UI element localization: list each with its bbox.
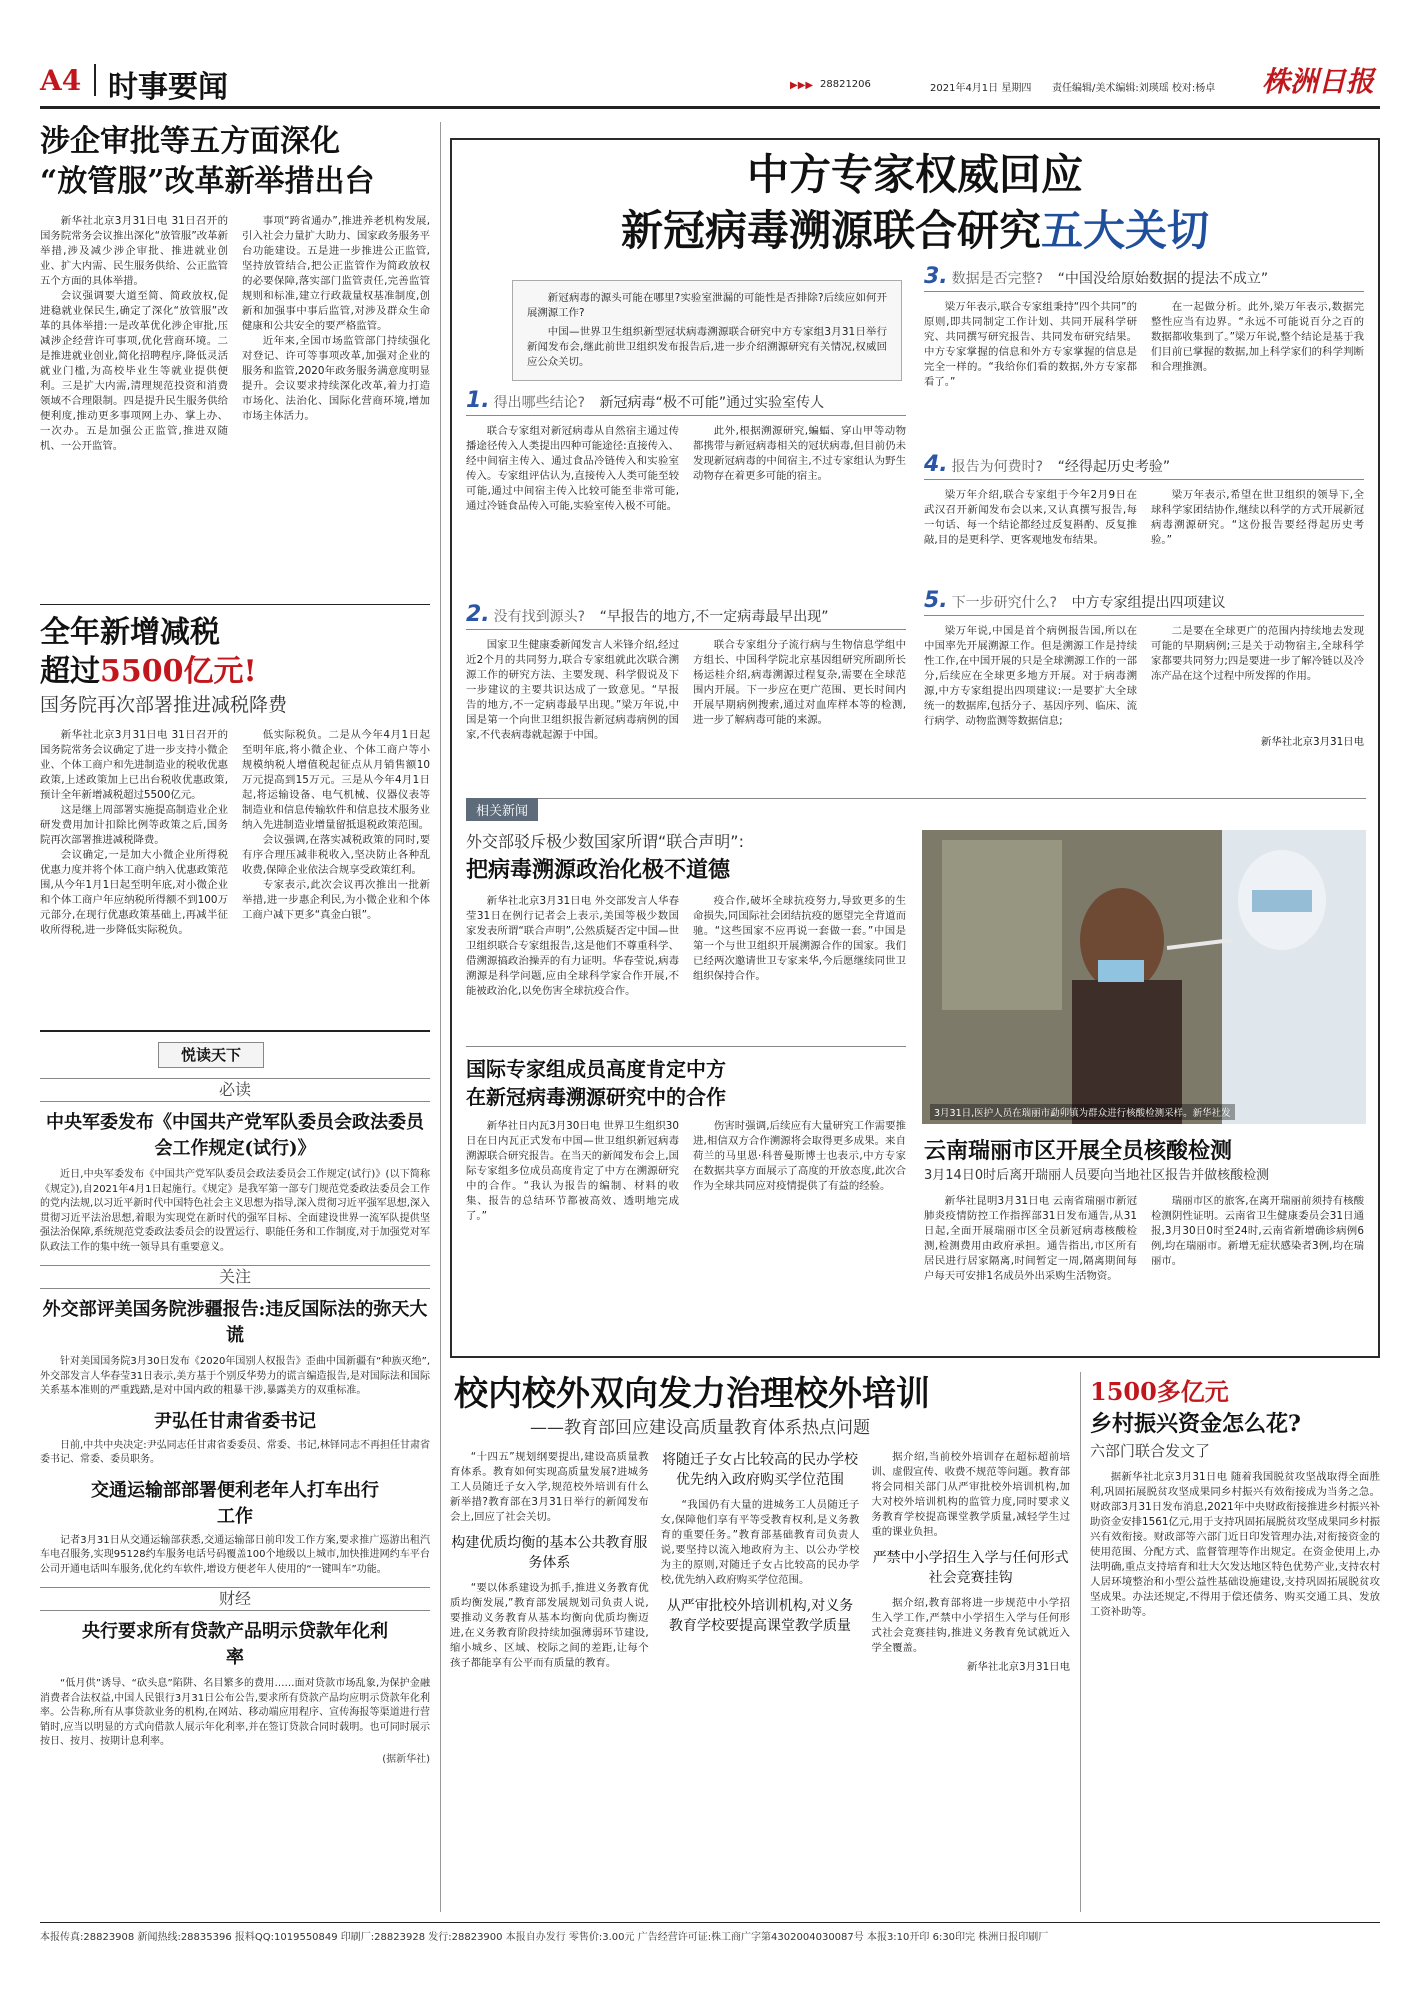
lead-source: 新华社北京3月31日电 — [1261, 736, 1364, 748]
article-title-line1: 涉企审批等五方面深化 — [40, 124, 340, 159]
q2-question: 没有找到源头? — [493, 609, 586, 625]
article-streamline — [40, 122, 430, 454]
sidebar-digest — [40, 1030, 430, 1910]
section-title: 时事要闻 — [108, 70, 228, 105]
digest-title-5: 央行要求所有贷款产品明示贷款年化利率 — [82, 1621, 388, 1668]
rural-article — [1090, 1376, 1380, 1620]
lead-story — [450, 138, 1380, 1358]
arrow-icon: ▶▶▶ — [790, 80, 814, 91]
tax-body-col1: 新华社北京3月31日电 31日召开的国务院常务会议确定了进一步支持小微企业、个体工商户和先进制造业的税收优惠政策,上述政策加上已出台税收优惠政策,预计全年新增减税超过5500亿元。 这是继上周部署实施提高制造业企业研发费用加计扣除比例等政策之后,国务院再次部署推进减税降费。 会议确定,一是加大小微企业所得税优惠力度并将个体工商户纳入优惠政策范围,从今年1月1日起至明年底,对小微企业和个体工商户年应纳税所得额不到100万元部分,在现行优惠政策基础上,再减半征收所得税,进一步降低实际税负。 — [40, 729, 228, 936]
digest-body-3: 日前,中共中央决定:尹弘同志任甘肃省委委员、常委、书记,林铎同志不再担任甘肃省委书记、常委、委员职务。 — [40, 1439, 430, 1465]
tax-title-line2: 超过5500亿元! — [40, 654, 257, 689]
digest-title-2: 外交部评美国务院涉疆报告:违反国际法的弥天大谎 — [42, 1299, 428, 1346]
tax-title-line1: 全年新增减税 — [40, 615, 220, 650]
related-article: 外交部驳斥极少数国家所谓“联合声明”: 把病毒溯源政治化极不道德 新华社北京3月31日电 外交部发言人华春莹31日在例行记者会上表示,美国等极少数国家发表所谓“联合声明”,公然质疑否定中国—世卫组织联合专家组报告,这是他们不尊重科学、借溯源搞政治操弄的有力证明。华春莹说,病毒溯源是科学问题,应由全球科学家合作开展,不能被政治化,以免伤害全球抗疫合作。 疫合作,破坏全球抗疫努力,导致更多的生命损失,同国际社会团结抗疫的愿望完全背道而驰。“这些国家不应再说一套做一套。”中国是第一个与世卫组织开展溯源合作的国家。我们已经两次邀请世卫专家来华,今后愿继续同世卫组织保持合作。 — [466, 832, 906, 997]
qa-section-1: 1. 得出哪些结论? 新冠病毒“极不可能”通过实验室传人 联合专家组对新冠病毒从自然宿主通过传播途径传入人类提出四种可能途径:直接传入、经中间宿主传入、通过食品冷链传入和实验室传入。专家组评估认为,直接传入人类可能至较可能,通过中间宿主传入比较可能至非常可能,通过冷链食品传入可能,实验室传入极不可能。 此外,根据溯源研究,蝙蝠、穿山甲等动物都携带与新冠病毒相关的冠状病毒,但目前仍未发现新冠病毒的中间宿主,不过专家组认为野生动物存在着更多可能的宿主。 — [466, 388, 906, 512]
article-body-col1: 新华社北京3月31日电 31日召开的国务院常务会议推出深化“放管服”改革新举措,涉及减少涉企审批、推进就业创业、扩大内需、民生服务供给、公正监管五个方面的具体举措。 会议强调要大道至简、简政放权,促进稳就业保民生,确定了深化“放管服”改革的具体举措:一是改革优化涉企审批,压减涉企经营许可事项,优化营商环境。二是推进就业创业,简化招聘程序,降低灵活就业门槛,为高校毕业生等就业提供便利。三是扩大内需,清理规范投资和消费领域不合理限制。四是提升民生服务供给便利度,推动更多事项网上办、掌上办、一次办。五是加强公正监管,推进双随机、一公开监管。 — [40, 215, 228, 452]
intl-experts: 国际专家组成员高度肯定中方 在新冠病毒溯源研究中的合作 新华社日内瓦3月30日电 世界卫生组织30日在日内瓦正式发布中国—世卫组织新冠病毒溯源联合研究报告。在当天的新闻发布会上,国际专家组多位成员高度肯定了中方在溯源研究中的合作。“我认为报告的编制、材料的收集、报告的总结环节都被高效、透明地完成了。” 伤害时强调,后续应有大量研究工作需要推进,相信双方合作溯源将会取得更多成果。来自荷兰的马里恩·科普曼斯博士也表示,中方专家在数据共享方面展示了高度的开放态度,此次合作为全球共同应对疫情提供了有益的经验。 — [466, 1046, 906, 1224]
photo-caption: 3月31日,医护人员在瑞丽市勐卯镇为群众进行核酸检测采样。新华社发 — [930, 1104, 1235, 1120]
intl-title-line2: 在新冠病毒溯源研究中的合作 — [466, 1085, 726, 1109]
tag-finance: 财经 — [40, 1587, 430, 1611]
q2-answer: “早报告的地方,不一定病毒最早出现” — [599, 609, 829, 625]
q5-question: 下一步研究什么? — [951, 595, 1058, 611]
tax-body-col2: 低实际税负。二是从今年4月1日起至明年底,将小微企业、个体工商户等小规模纳税人增值税起征点从月销售额10万元提高到15万元。三是从今年4月1日起,将运输设备、电气机械、仪器仪表等制造业和信息传输软件和信息技术服务业纳入先进制造业增量留抵退税政策范围。 会议强调,在落实减税政策的同时,要有序合理压减非税收入,坚决防止各种乱收费,保障企业依法合规享受政策红利。 专家表示,此次会议再次推出一批新举措,进一步惠企利民,为小微企业和个体工商户减下更多“真金白银”。 — [242, 729, 430, 921]
edu-source: 新华社北京3月31日电 — [967, 1661, 1071, 1673]
qa-section-4: 4. 报告为何费时? “经得起历史考验” 梁万年介绍,联合专家组于今年2月9日在武汉召开新闻发布会以来,又认真撰写报告,每一句话、每一个结论都经过反复斟酌、反复推敲,目的是更科学、更客观地发布结果。 梁万年表示,希望在世卫组织的领导下,全球科学家团结协作,继续以科学的方式开展新冠病毒溯源研究。“这份报告要经得起历史考验。” — [924, 452, 1364, 546]
news-photo — [922, 830, 1366, 1124]
photo-swab-test — [922, 830, 1366, 1124]
tag-focus: 关注 — [40, 1265, 430, 1289]
page-number: A4 — [40, 64, 82, 97]
lead-intro: 新冠病毒的源头可能在哪里?实验室泄漏的可能性是否排除?后续应如何开展溯源工作? 中国—世界卫生组织新型冠状病毒溯源联合研究中方专家组3月31日举行新闻发布会,继此前世卫组织发布报告后,进一步介绍溯源研究有关情况,权威回应公众关切。 — [512, 280, 902, 381]
rural-body: 据新华社北京3月31日电 随着我国脱贫攻坚战取得全面胜利,巩固拓展脱贫攻坚成果同乡村振兴有效衔接成为当务之急。财政部3月31日发布消息,2021年中央财政衔接推进乡村振兴补助资金安排1561亿元,用于支持巩固拓展脱贫攻坚成果同乡村振兴有效衔接。财政部等六部门近日印发管理办法,对衔接资金的使用范围、分配方式、监督管理等作出规定。在资金使用上,办法明确,重点支持培育和壮大欠发达地区特色优势产业,支持农村人居环境整治和小型公益性基础设施建设,支持巩固拓展脱贫攻坚成果。办法还规定,不得用于偿还债务、购买交通工具、发放工资补助等。 — [1090, 1471, 1380, 1618]
ruili-subtitle: 3月14日0时后离开瑞丽人员要向当地社区报告并做核酸检测 — [924, 1168, 1270, 1183]
q4-question: 报告为何费时? — [951, 459, 1044, 475]
edu-col3: 据介绍,当前校外培训存在超标超前培训、虚假宣传、收费不规范等问题。教育部将会同相关部门从严审批校外培训机构,加大对校外培训机构的监管力度,同时要求义务教育学校提高课堂教学质量,减轻学生过重的课业负担。 严禁中小学招生入学与任何形式社会竞赛挂钩 据介绍,教育部将进一步规范中小学招生入学工作,严禁中小学招生入学与任何形式社会竞赛挂钩,推进义务教育免试就近入学全覆盖。 新华社北京3月31日电 — [871, 1451, 1071, 1673]
article-title-line2: “放管服”改革新举措出台 — [40, 164, 375, 199]
edu-heading-4: 严禁中小学招生入学与任何形式社会竞赛挂钩 — [872, 1550, 1069, 1586]
rural-subtitle: 六部门联合发文了 — [1090, 1442, 1211, 1460]
edu-subtitle: ——教育部回应建设高质量教育体系热点问题 — [530, 1418, 870, 1438]
digest-source: (据新华社) — [382, 1753, 430, 1765]
edu-col1: “十四五”规划纲要提出,建设高质量教育体系。教育如何实现高质量发展?进城务工人员随迁子女入学,规范校外培训有什么新举措?教育部在3月31日举行的新闻发布会上,回应了社会关切。 构建优质均衡的基本公共教育服务体系 “要以体系建设为抓手,推进义务教育优质均衡发展,”教育部发展规划司负责人说,要推动义务教育从基本均衡向优质均衡迈进,在义务教育阶段持续加强薄弱环节建设,缩小城乡、区域、校际之间的差距,让每个孩子都能享有公平而有质量的教育。 — [450, 1451, 649, 1669]
digest-title-3: 尹弘任甘肃省委书记 — [154, 1410, 316, 1432]
sidebar-label: 悦读天下 — [158, 1042, 264, 1068]
qa-section-5: 5. 下一步研究什么? 中方专家组提出四项建议 梁万年说,中国是首个病例报告国,所以在中国率先开展溯源工作。但是溯源工作是持续性工作,在中国开展的只是全球溯源工作的一部分,后续应在全球更多地方开展。对于病毒溯源,中方专家组提出四项建议:一是要扩大全球统一的数据库,包括分子、基因序列、临床、流行病学、动物监测等数据信息; 二是要在全球更广的范围内持续地去发现可能的早期病例;三是关于动物宿主,全球科学家都要共同努力;四是要进一步了解冷链以及冷冻产品在这个过程中所发挥的作用。 新华社北京3月31日电 — [924, 588, 1364, 748]
edu-article — [450, 1372, 1070, 1912]
article-tax-cut — [40, 614, 430, 938]
lead-title-highlight: 五大关切 — [1041, 206, 1210, 255]
rural-title: 乡村振兴资金怎么花? — [1090, 1411, 1301, 1437]
digest-body-1: 近日,中央军委发布《中国共产党军队委员会政法委员会工作规定(试行)》(以下简称《规定》),自2021年4月1日起施行。《规定》是我军第一部专门规范党委政法委员会工作的党内法规,以习近平新时代中国特色社会主义思想为指导,深入贯彻习近平强军思想,深入贯彻习近平法治思想,着眼为实现党在新时代的强军目标、全面建设世界一流军队提供坚强法治保障,系统规范党委政法委员会的设置运行、职能任务和工作制度,对于加强党对军队政法工作的集中统一领导具有重要意义。 — [40, 1169, 430, 1253]
ruili-testing: 云南瑞丽市区开展全员核酸检测 3月14日0时后离开瑞丽人员要向当地社区报告并做核酸检测 新华社昆明3月31日电 云南省瑞丽市新冠肺炎疫情防控工作指挥部31日发布通告,从31日起,全面开展瑞丽市区全员新冠病毒核酸检测,检测费用由政府承担。通告指出,市区所有居民进行居家隔离,时间暂定一周,隔离期间每户每天可安排1名成员外出采购生活物资。 瑞丽市区的旅客,在离开瑞丽前须持有核酸检测阴性证明。云南省卫生健康委员会31日通报,3月30日0时至24时,云南省新增确诊病例6例,均在瑞丽市。新增无症状感染者3例,均在瑞丽市。 — [924, 1138, 1364, 1282]
tax-amount: 5500亿元! — [100, 654, 257, 689]
masthead — [40, 58, 1380, 106]
edu-heading-2: 将随迁子女占比较高的民办学校优先纳入政府购买学位范围 — [662, 1452, 858, 1488]
header-date: 2021年4月1日 星期四 — [930, 83, 1032, 94]
edu-col2: 将随迁子女占比较高的民办学校优先纳入政府购买学位范围 “我国仍有大量的进城务工人员随迁子女,保障他们享有平等受教育权利,是义务教育的重要任务。”教育部基础教育司负责人说,要坚持以流入地政府为主、以公办学校为主的原则,对随迁子女占比较高的民办学校,优先纳入政府购买学位范围。 从严审批校外培训机构,对义务教育学校要提高课堂教学质量 — [660, 1452, 860, 1634]
edu-heading-3: 从严审批校外培训机构,对义务教育学校要提高课堂教学质量 — [666, 1598, 854, 1634]
related-title: 把病毒溯源政治化极不道德 — [466, 857, 731, 883]
header-phone: 28821206 — [820, 79, 871, 90]
intl-title-line1: 国际专家组成员高度肯定中方 — [466, 1057, 726, 1081]
related-news — [466, 798, 1366, 821]
related-kicker: 外交部驳斥极少数国家所谓“联合声明”: — [466, 832, 744, 851]
q1-question: 得出哪些结论? — [493, 395, 586, 411]
header-editors: 责任编辑/美术编辑:刘瑛瑶 校对:杨卓 — [1052, 83, 1216, 94]
tax-subtitle: 国务院再次部署推进减税降费 — [40, 694, 288, 716]
footer-info: 本报传真:28823908 新闻热线:28835396 报料QQ:1019550849 印刷厂:28823928 发行:28823900 本报自办发行 零售价:3.00元 广告经营许可证:株工商广字第4302004030087号 本报3:10开印 6:30印完 株洲日报印刷厂 — [40, 1932, 1049, 1943]
paper-logo: 株洲日报 — [1262, 65, 1375, 98]
digest-title-4: 交通运输部部署便利老年人打车出行工作 — [91, 1479, 379, 1527]
edu-title: 校内校外双向发力治理校外培训 — [454, 1374, 930, 1414]
tag-must-read: 必读 — [40, 1078, 430, 1102]
ruili-title: 云南瑞丽市区开展全员核酸检测 — [924, 1138, 1233, 1164]
digest-body-2: 针对美国国务院3月30日发布《2020年国别人权报告》歪曲中国新疆有“种族灭绝”,外交部发言人华春莹31日表示,美方基于个别反华势力的谎言编造报告,是对国际法和国际关系基本准则的严重践踏,是对中国内政的粗暴干涉,暴露美方的双重标准。 — [40, 1356, 430, 1396]
article-body-col2: 事项“跨省通办”,推进养老机构发展,引入社会力量扩大助力、国家政务服务平台功能建设。五是进一步推进公正监管,坚持放管结合,把公正监管作为简政放权的必要保障,落实部门监管责任,完善监管规则和标准,建立行政裁量权基准制度,创新和加强事中事后监管,对涉及群众生命健康和公共安全的要严格监管。 近年来,全国市场监管部门持续强化对登记、许可等事项改革,加强对企业的服务和监管,2020年政务服务满意度明显提升。会议要求持续深化改革,着力打造市场化、法治化、国际化营商环境,增加市场主体活力。 — [242, 215, 430, 422]
related-label: 相关新闻 — [466, 798, 538, 821]
q4-answer: “经得起历史考验” — [1057, 459, 1171, 475]
q1-answer: 新冠病毒“极不可能”通过实验室传人 — [599, 395, 825, 411]
q3-answer: “中国没给原始数据的提法不成立” — [1057, 271, 1269, 287]
lead-title-line1: 中方专家权威回应 — [746, 150, 1083, 199]
digest-body-4: 记者3月31日从交通运输部获悉,交通运输部日前印发工作方案,要求推广巡游出租汽车电召服务,实现95128约车服务电话号码覆盖100个地级以上城市,加快推进网约车平台公司开通电话叫车服务,优化约车软件,增设方便老年人使用的“一键叫车”功能。 — [40, 1534, 430, 1575]
q3-question: 数据是否完整? — [951, 271, 1044, 287]
lead-title-line2: 新冠病毒溯源联合研究五大关切 — [620, 206, 1210, 255]
qa-section-3: 3. 数据是否完整? “中国没给原始数据的提法不成立” 梁万年表示,联合专家组秉持“四个共同”的原则,即共同制定工作计划、共同开展科学研究、共同撰写研究报告、共同发布研究结果。中方专家掌握的信息和外方专家掌握的信息是完全一样的。“我给你们看的数据,外方专家都看了。” 在一起做分析。此外,梁万年表示,数据完整性应当有边界。“永远不可能说百分之百的数据都收集到了。”梁万年说,整个结论是基于我们目前已掌握的数据,加上科学家们的科学判断和合理推测。 — [924, 264, 1364, 388]
rural-amount: 1500多亿元 — [1090, 1377, 1229, 1406]
q5-answer: 中方专家组提出四项建议 — [1071, 595, 1226, 611]
qa-section-2: 2. 没有找到源头? “早报告的地方,不一定病毒最早出现” 国家卫生健康委新闻发言人米锋介绍,经过近2个月的共同努力,联合专家组就此次联合溯源工作的研究方法、主要发现、科学假说及下一步建议的主要共识达成了一致意见。“早报告的地方,不一定病毒最早出现。”梁万年说,中国是第一个向世卫组织报告新冠病毒病例的国家,不代表病毒就起源于中国。 联合专家组分子流行病与生物信息学组中方组长、中国科学院北京基因组研究所副所长杨运桂介绍,病毒溯源过程复杂,需要在全球范围内开展。下一步应在更广范围、更长时间内开展早期病例搜索,通过对血库样本等的检测,进一步了解病毒可能的来源。 — [466, 602, 906, 741]
digest-title-1: 中央军委发布《中国共产党军队委员会政法委员会工作规定(试行)》 — [46, 1112, 424, 1159]
digest-body-5: “低月供”诱导、“砍头息”陷阱、名目繁多的费用……面对贷款市场乱象,为保护金融消费者合法权益,中国人民银行3月31日公布公告,要求所有贷款产品均应明示贷款年化利率。公告称,所有从事贷款业务的机构,在网站、移动端应用程序、宣传海报等渠道进行营销时,应当以明显的方式向借款人展示年化利率,并在签订贷款合同时载明。也可同时展示按日、按月、按期计息利率。 — [40, 1678, 430, 1747]
edu-heading-1: 构建优质均衡的基本公共教育服务体系 — [451, 1535, 648, 1571]
